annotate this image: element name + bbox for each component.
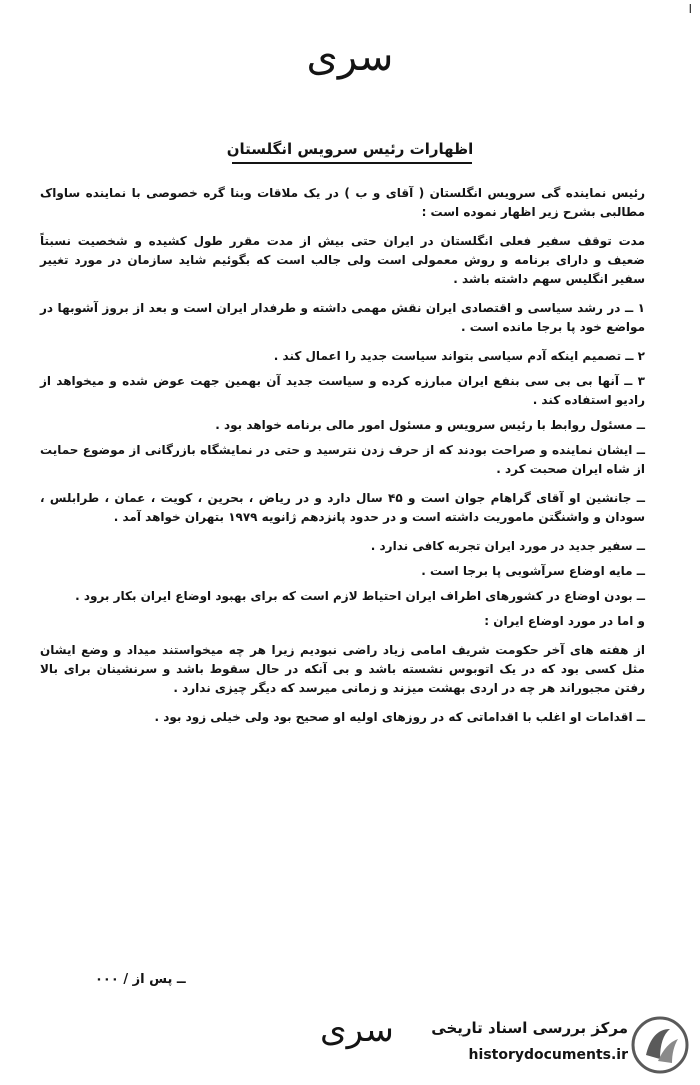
paragraph: ــ جانشین او آقای گراهام جوان است و ۴۵ سال دارد و در ریاض ، بحرین ، کویت ، عمان ، طرابلس ، سودان و واشنگتن ماموریت داشته است و در حدود پانزدهم ژانویه ۱۹۷۹ بتهران خواهد آمد . (40, 491, 645, 524)
paragraph: و اما در مورد اوضاع ایران : (484, 614, 645, 628)
archive-name: مرکز بررسی اسناد تاریخی (431, 1019, 628, 1037)
classification-stamp-bottom: سری (320, 1010, 394, 1050)
paragraph: رئیس نماینده گی سرویس انگلستان ( آقای و ب ) در یک ملاقات وبنا گره خصوصی با نماینده ساواک مطالبی بشرح زیر اظهار نموده است : (40, 186, 645, 219)
heading-underline (232, 162, 472, 164)
paragraph: ۳ ــ آنها بی بی سی بنفع ایران مبارزه کرده و سیاست جدید آن بهمین جهت عوض شده و میخواهد از رادیو استفاده کند . (40, 374, 645, 407)
paragraph: ۲ ــ تصمیم اینکه آدم سیاسی بتواند سیاست جدید را اعمال کند . (273, 349, 645, 363)
continuation-note: ــ پس از / ۰۰۰ (95, 972, 186, 987)
classification-stamp-top: سری (306, 34, 394, 80)
paragraph: ــ بودن اوضاع در کشورهای اطراف ایران احتیاط لازم است که برای بهبود اوضاع ایران بکار برود . (75, 589, 645, 603)
paragraph: ۱ ــ در رشد سیاسی و اقتصادی ایران نقش مهمی داشته و طرفدار ایران است و بعد از بروز آشوبها در مواضع خود پا برجا مانده است . (40, 301, 645, 334)
paragraph: ــ مایه اوضاع سرآشوبی پا برجا است . (421, 564, 645, 578)
paragraph: از هفته های آخر حکومت شریف امامی زیاد راضی نبودیم زیرا هر چه میخواستند میداد و وضع ایشان مثل کسی بود که در یک اتوبوس نشسته باشد و بی آنکه در حال سقوط باشد و سرنشینان برای بالا رفتن مجبوراند هر چه در اردی بهشت میزند و زمانی میرسد که دیگر چیزی ندارد . (40, 643, 645, 695)
paragraph: مدت توقف سفیر فعلی انگلستان در ایران حتی بیش از مدت مقرر طول کشیده و شخصیت نسبتاً ضعیف و دارای برنامه و روش معمولی است ولی جالب است که بگوئیم شاید سازمان در مورد تغییر سفیر انگلیس سهم داشته باشد . (40, 234, 645, 286)
paragraph: ــ ایشان نماینده و صراحت بودند که از حرف زدن نترسید و حتی در نمایشگاه بازرگانی از موضوع حمایت از شاه ایران صحبت کرد . (40, 443, 645, 476)
paragraph: ــ سفیر جدید در مورد ایران تجربه کافی ندارد . (370, 539, 645, 553)
archive-watermark (425, 1005, 700, 1085)
paragraph: ــ مسئول روابط با رئیس سرویس و مسئول امور مالی برنامه خواهد بود . (215, 418, 645, 432)
document-heading: اظهارات رئیس سرویس انگلستان (226, 140, 474, 158)
archive-url: historydocuments.ir (468, 1047, 628, 1063)
corner-mark: ا (688, 2, 692, 16)
ribbon-logo-icon (630, 1015, 690, 1075)
paragraph: ــ اقدامات او اغلب با اقداماتی که در روزهای اولیه او صحیح بود ولی خیلی زود بود . (154, 710, 645, 724)
document-body (40, 184, 645, 737)
